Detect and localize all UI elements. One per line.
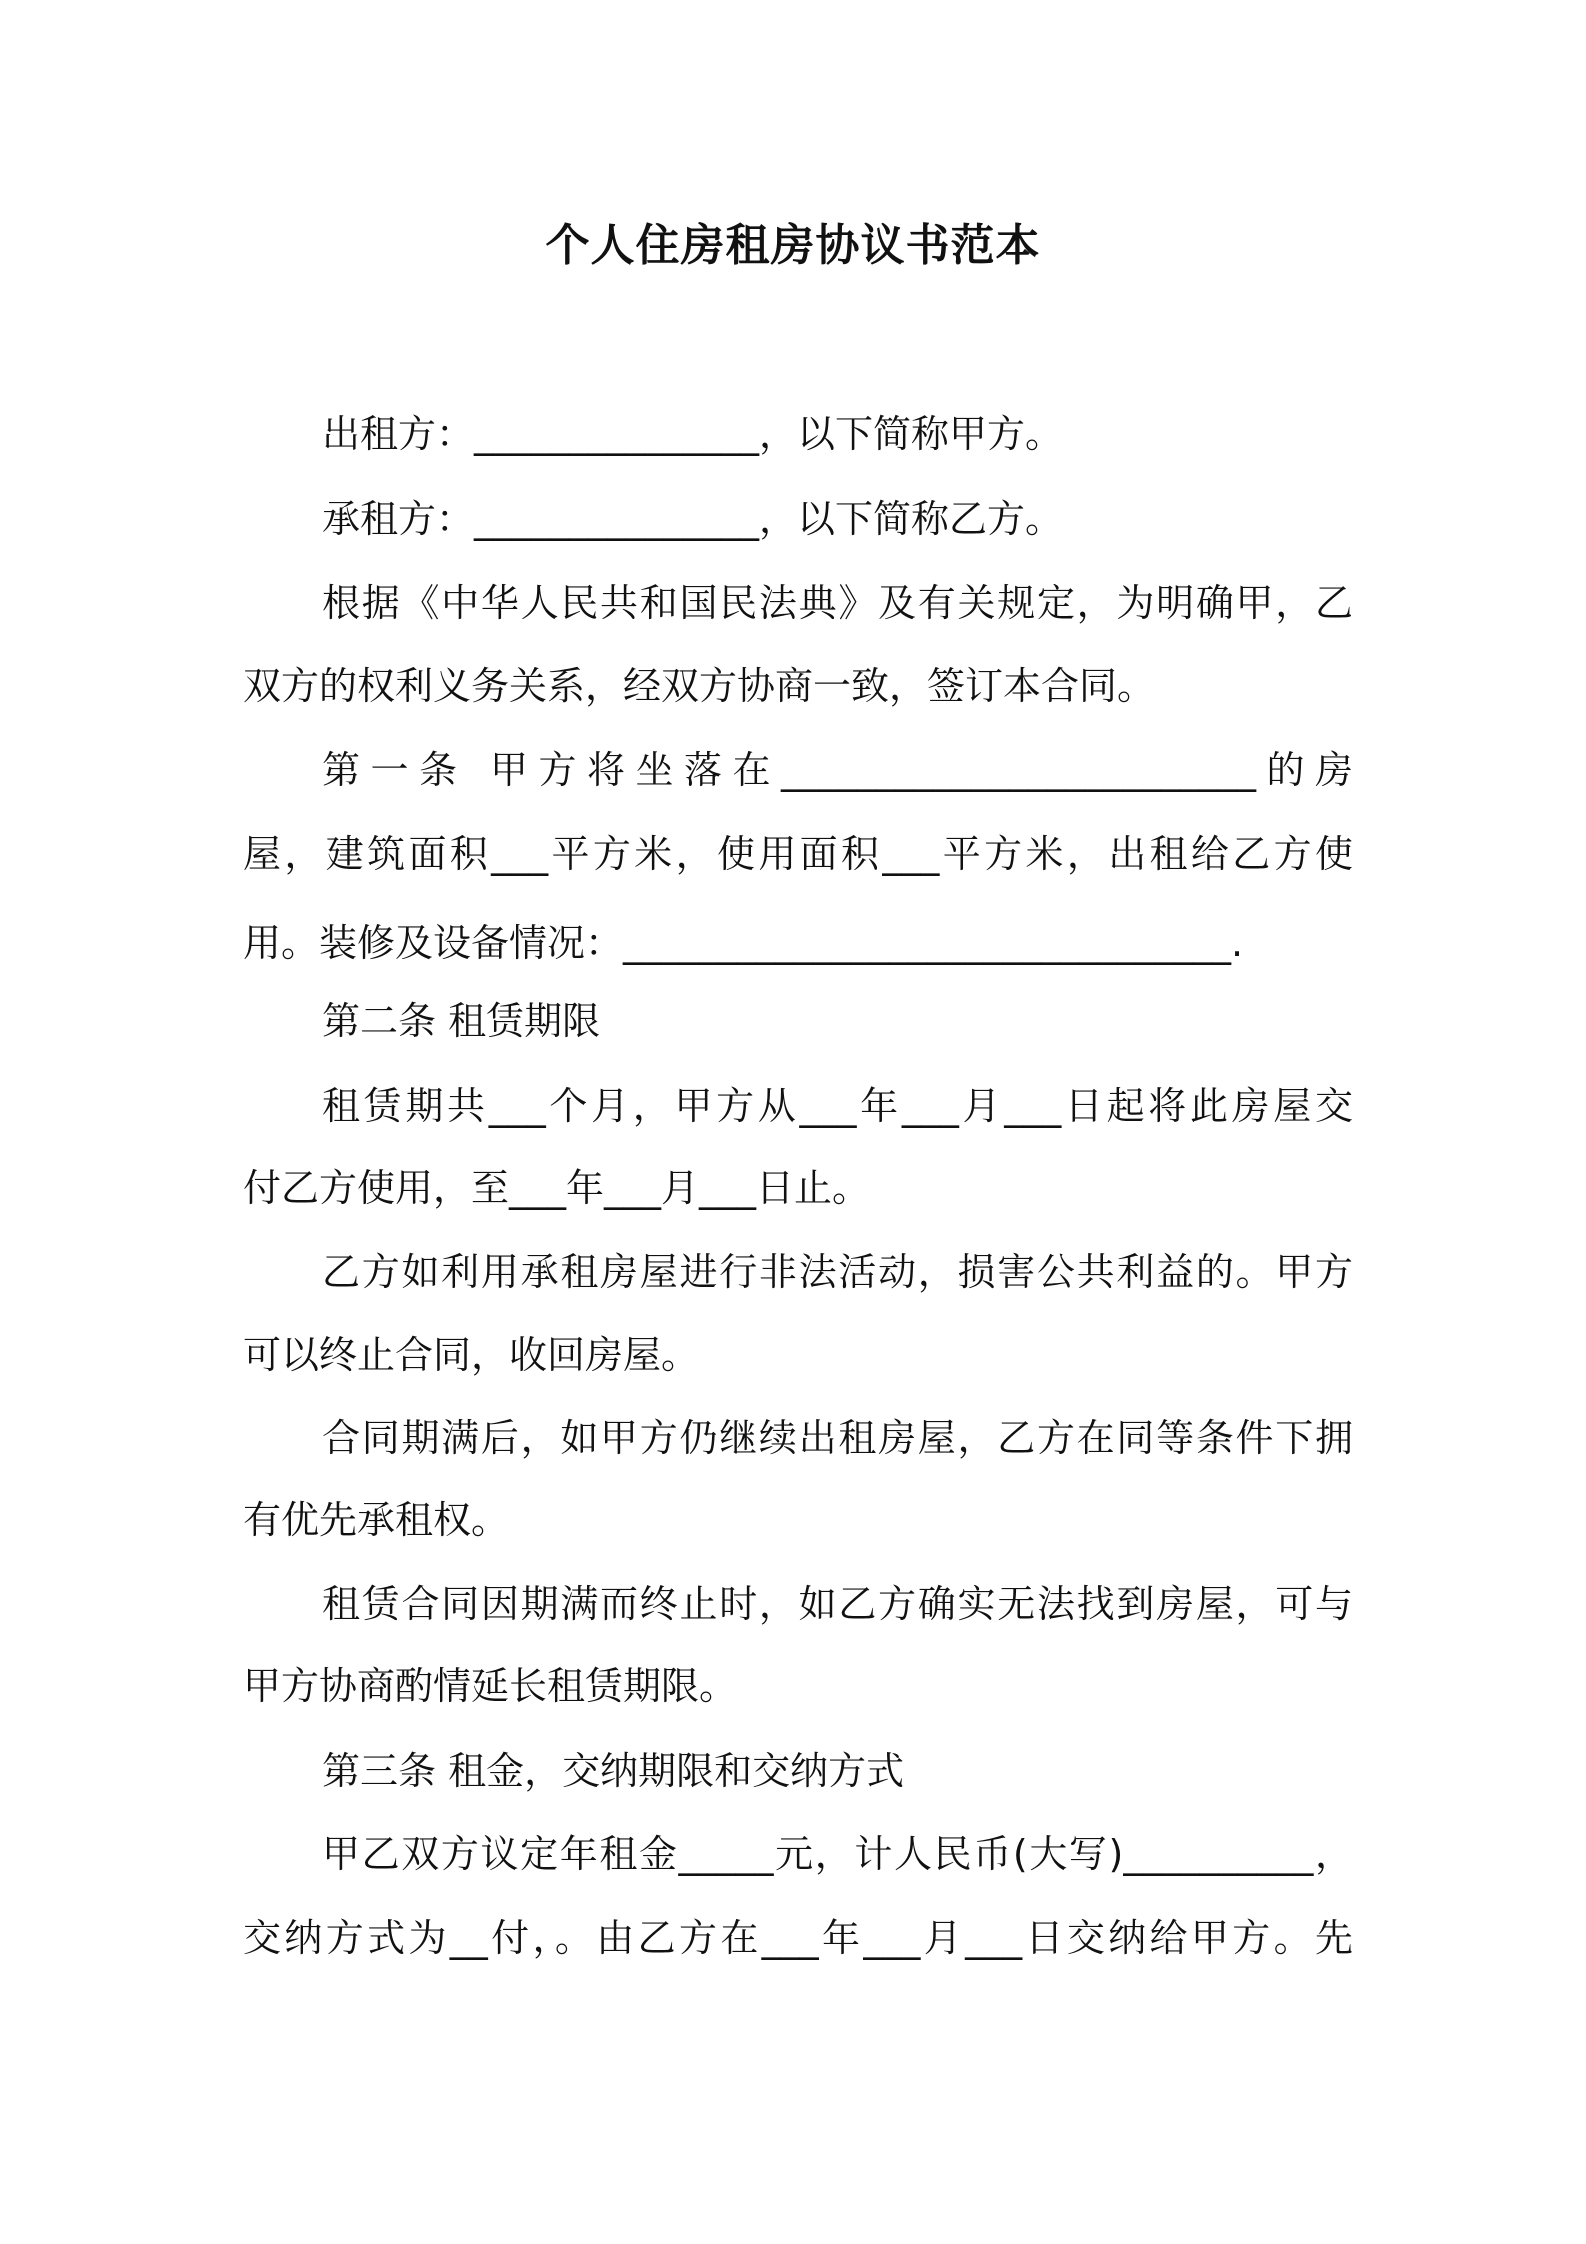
article-3-rent-line-2: 交纳方式为__付，。由乙方在___年___月___日交纳给甲方。先 xyxy=(243,1916,1353,1960)
article-1-line-3: 用。装修及设备情况：________________________________. xyxy=(243,921,1244,965)
document-title: 个人住房租房协议书范本 xyxy=(545,220,1041,271)
article-1-line-1: 第一条 甲方将坐落在_________________________的房 xyxy=(322,748,1353,792)
article-3-heading: 第三条 租金，交纳期限和交纳方式 xyxy=(322,1749,905,1793)
paragraph-lessor: 出租方：_______________，以下简称甲方。 xyxy=(322,412,1064,456)
paragraph-basis-line-2: 双方的权利义务关系，经双方协商一致，签订本合同。 xyxy=(243,664,1156,708)
article-2-illegal-line-1: 乙方如利用承租房屋进行非法活动，损害公共利益的。甲方 xyxy=(322,1250,1353,1294)
article-2-term-line-1: 租赁期共___个月，甲方从___年___月___日起将此房屋交 xyxy=(322,1084,1353,1128)
article-2-extension-line-1: 租赁合同因期满而终止时，如乙方确实无法找到房屋，可与 xyxy=(322,1582,1353,1626)
article-2-renewal-line-2: 有优先承租权。 xyxy=(243,1498,510,1542)
article-2-renewal-line-1: 合同期满后，如甲方仍继续出租房屋，乙方在同等条件下拥 xyxy=(322,1416,1353,1460)
article-1-line-2: 屋，建筑面积___平方米，使用面积___平方米，出租给乙方使 xyxy=(243,832,1353,876)
article-2-term-line-2: 付乙方使用，至___年___月___日止。 xyxy=(243,1166,871,1210)
paragraph-basis-line-1: 根据《中华人民共和国民法典》及有关规定，为明确甲，乙 xyxy=(322,581,1353,625)
article-3-rent-line-1: 甲乙双方议定年租金_____元，计人民币(大写)__________， xyxy=(322,1832,1353,1876)
paragraph-lessee: 承租方：_______________，以下简称乙方。 xyxy=(322,497,1064,541)
article-2-heading: 第二条 租赁期限 xyxy=(322,999,601,1043)
article-2-extension-line-2: 甲方协商酌情延长租赁期限。 xyxy=(243,1664,738,1708)
article-2-illegal-line-2: 可以终止合同，收回房屋。 xyxy=(243,1333,700,1377)
